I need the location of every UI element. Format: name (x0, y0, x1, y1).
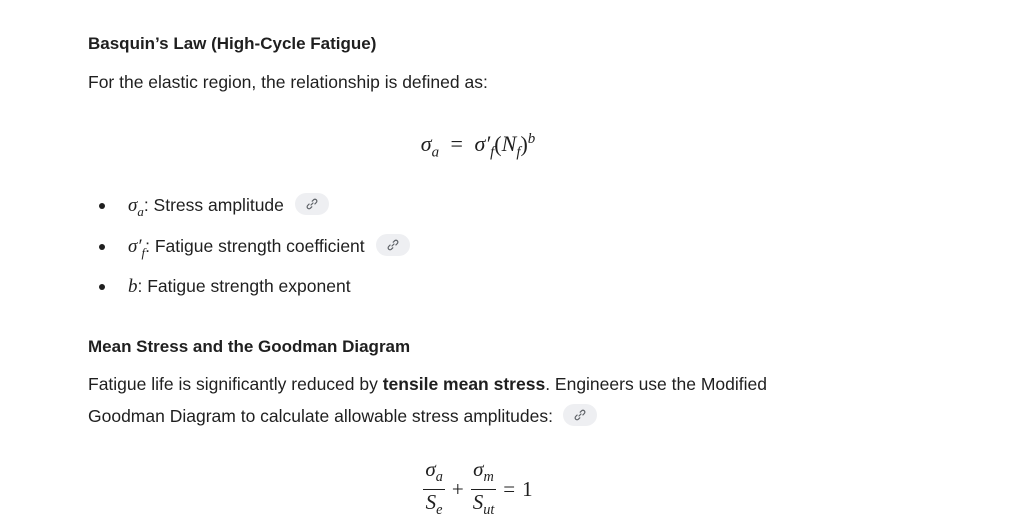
eq1-coef: σ′ (474, 131, 491, 157)
goodman-text-after: . Engineers use the Modified (545, 374, 767, 394)
section-heading-basquin: Basquin’s Law (High-Cycle Fatigue) (88, 34, 377, 53)
bullet-text: : Fatigue strength exponent (137, 276, 351, 296)
bullet-symbol: σ (128, 195, 138, 216)
basquin-variable-list (88, 190, 410, 312)
link-icon (574, 409, 586, 421)
frac2-denominator-sub: ut (483, 502, 495, 519)
fraction-mean-stress (471, 457, 497, 522)
goodman-text-line2: Goodman Diagram to calculate allowable stress amplitudes: (88, 406, 553, 426)
bullet-text: : Fatigue strength coefficient (145, 235, 365, 256)
goodman-bold-term: tensile mean stress (382, 374, 546, 394)
fraction-stress-amplitude (423, 457, 445, 522)
eq1-equals: = (450, 131, 463, 157)
eq1-paren-open: ( (494, 131, 502, 157)
eq1-lhs: σ (420, 131, 432, 157)
bullet-dot (99, 284, 105, 290)
frac2-numerator: σ (473, 457, 484, 481)
bullet-dot (99, 203, 105, 209)
bullet-symbol-sub: a (137, 203, 144, 219)
eq1-exponent: b (527, 131, 536, 147)
source-link-chip[interactable] (376, 234, 410, 256)
eq1-coef-sub: f (490, 144, 495, 161)
bullet-symbol: σ′ (128, 235, 142, 257)
frac2-numerator-sub: m (483, 469, 494, 486)
goodman-equation (88, 457, 868, 522)
frac2-denominator: S (472, 490, 484, 515)
bullet-symbol-sub: f (141, 244, 146, 260)
list-item (88, 231, 410, 272)
goodman-paragraph-line2 (88, 400, 597, 432)
list-item (88, 190, 410, 231)
frac1-denominator-sub: e (436, 502, 443, 519)
eq2-equals: = (503, 477, 516, 502)
frac1-denominator: S (425, 490, 437, 515)
goodman-paragraph-line1 (88, 368, 767, 400)
eq1-var: N (501, 131, 517, 157)
bullet-text: : Stress amplitude (143, 195, 284, 215)
eq1-lhs-sub: a (431, 144, 440, 161)
basquin-equation (88, 131, 868, 162)
goodman-text-before: Fatigue life is significantly reduced by (88, 374, 383, 394)
link-icon (306, 198, 318, 210)
eq1-paren-close: ) (520, 131, 528, 157)
eq1-var-sub: f (516, 144, 521, 161)
eq2-rhs: 1 (522, 477, 533, 502)
list-item (88, 271, 410, 312)
bullet-dot (99, 244, 105, 250)
frac1-numerator: σ (425, 457, 436, 481)
bullet-symbol: b (128, 276, 138, 297)
source-link-chip[interactable] (563, 404, 597, 426)
section-heading-goodman: Mean Stress and the Goodman Diagram (88, 337, 411, 356)
link-icon (387, 239, 399, 251)
eq2-plus: + (451, 477, 464, 502)
source-link-chip[interactable] (295, 193, 329, 215)
frac1-numerator-sub: a (435, 469, 443, 486)
basquin-intro-text: For the elastic region, the relationship is defined as: (88, 72, 488, 92)
